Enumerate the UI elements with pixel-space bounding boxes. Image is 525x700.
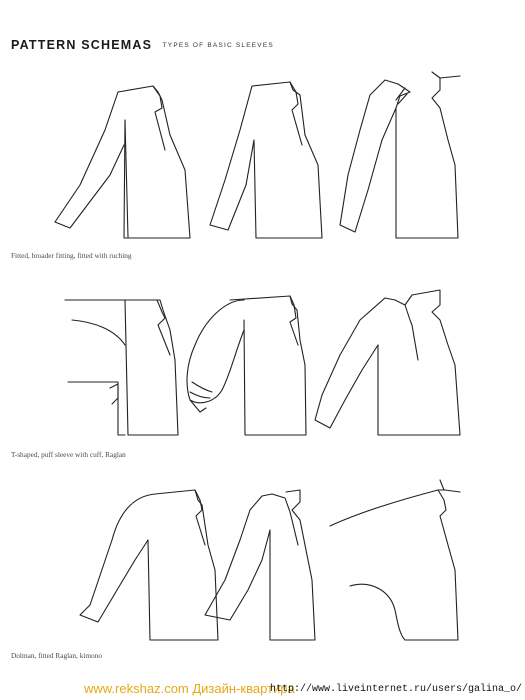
schema-kimono-sleeve (330, 480, 460, 640)
caption-row-2: T-shaped, puff sleeve with cuff, Raglan (11, 450, 126, 459)
schema-puff-sleeve-with-cuff (187, 296, 306, 435)
schema-t-shaped-sleeve (65, 300, 178, 435)
watermark-site-left: www.rekshaz.com Дизайн-квартира (84, 681, 295, 696)
schema-broader-fitting-sleeve (210, 82, 322, 238)
caption-row-3: Dolman, fitted Raglan, kimono (11, 651, 102, 660)
page-title: PATTERN SCHEMAS (11, 38, 153, 52)
page-subtitle: TYPES OF BASIC SLEEVES (162, 42, 274, 49)
watermark-site-right: http://www.liveinternet.ru/users/galina_o/ (270, 684, 523, 695)
schema-dolman-sleeve (80, 490, 218, 640)
caption-row-1: Fitted, broader fitting, fitted with ruching (11, 251, 132, 260)
schema-fitted-with-ruching-sleeve (340, 72, 460, 238)
schema-fitted-sleeve (55, 86, 190, 238)
schema-raglan-sleeve (315, 290, 460, 435)
schema-fitted-raglan-sleeve (205, 490, 315, 640)
